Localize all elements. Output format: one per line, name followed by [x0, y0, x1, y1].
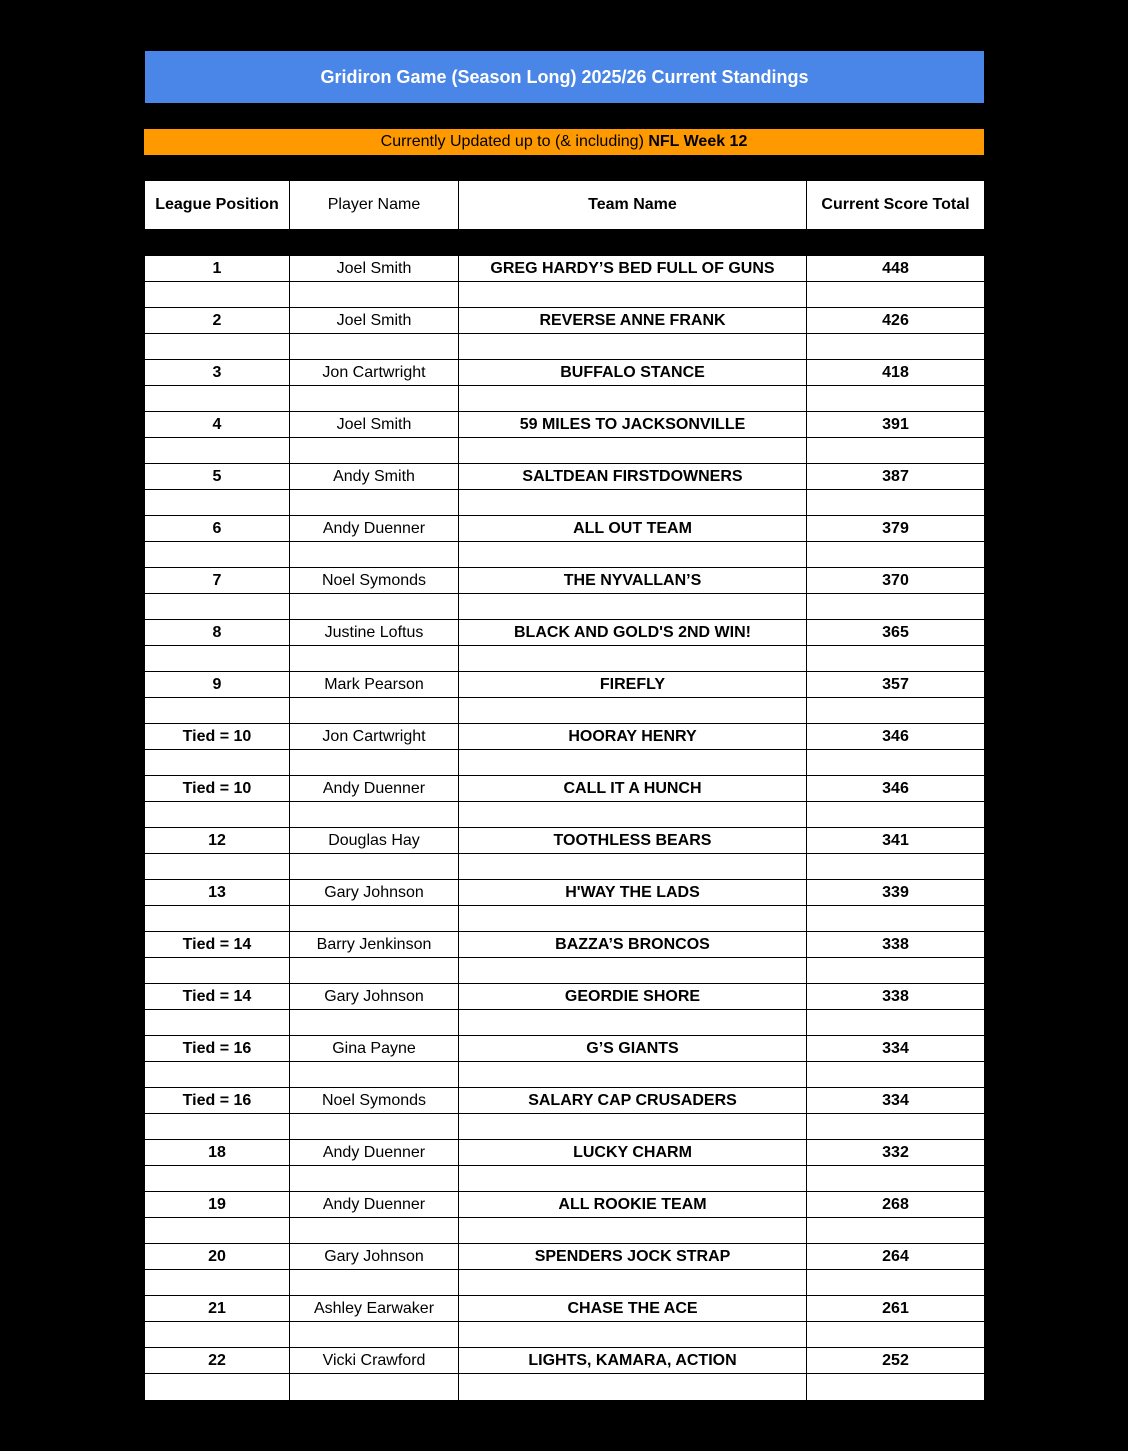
- cell-position: 6: [145, 516, 290, 541]
- empty-cell: [290, 1322, 459, 1347]
- spacer-row: [145, 594, 984, 620]
- spacer-row: [145, 1062, 984, 1088]
- table-row: [145, 724, 984, 750]
- spacer-row: [145, 1374, 984, 1400]
- table-row: [145, 1348, 984, 1374]
- spacer-row: [145, 698, 984, 724]
- empty-cell: [459, 1270, 807, 1295]
- empty-cell: [290, 802, 459, 827]
- cell-score: 268: [882, 1195, 909, 1213]
- empty-cell: [459, 490, 807, 515]
- empty-cell: [290, 1270, 459, 1295]
- table-row: [145, 1244, 984, 1270]
- spacer-row: [145, 490, 984, 516]
- update-banner: [144, 129, 984, 155]
- empty-cell: [145, 490, 290, 515]
- header-current-score: Current Score Total: [821, 196, 970, 213]
- cell-position: 13: [145, 880, 290, 905]
- table-row: [145, 776, 984, 802]
- cell-player-name: Jon Cartwright: [290, 724, 459, 749]
- empty-cell: [459, 542, 807, 567]
- cell-score: 448: [882, 259, 909, 277]
- empty-cell: [807, 1166, 984, 1191]
- table-row: [145, 828, 984, 854]
- table-row: [145, 568, 984, 594]
- empty-cell: [807, 802, 984, 827]
- empty-cell: [459, 438, 807, 463]
- empty-cell: [290, 438, 459, 463]
- empty-cell: [807, 698, 984, 723]
- cell-score: 334: [882, 1091, 909, 1109]
- cell-score: 341: [882, 831, 909, 849]
- table-row: [145, 932, 984, 958]
- page-title: Gridiron Game (Season Long) 2025/26 Current Standings: [145, 51, 984, 103]
- cell-team-name: BUFFALO STANCE: [459, 360, 807, 385]
- cell-player-name: Joel Smith: [290, 308, 459, 333]
- cell-team-name: HOORAY HENRY: [459, 724, 807, 749]
- cell-position: 4: [145, 412, 290, 437]
- cell-score: 418: [882, 363, 909, 381]
- cell-team-name: H'WAY THE LADS: [459, 880, 807, 905]
- cell-team-name: ALL ROOKIE TEAM: [459, 1192, 807, 1217]
- cell-score: 370: [882, 571, 909, 589]
- empty-cell: [290, 542, 459, 567]
- cell-team-name: FIREFLY: [459, 672, 807, 697]
- table-row: [145, 464, 984, 490]
- spacer-row: [145, 334, 984, 360]
- cell-player-name: Andy Duenner: [290, 1140, 459, 1165]
- cell-position: 9: [145, 672, 290, 697]
- empty-cell: [807, 1270, 984, 1295]
- empty-cell: [290, 906, 459, 931]
- empty-cell: [459, 802, 807, 827]
- empty-cell: [290, 1114, 459, 1139]
- empty-cell: [290, 854, 459, 879]
- cell-position: Tied = 16: [145, 1036, 290, 1061]
- empty-cell: [459, 1166, 807, 1191]
- empty-cell: [807, 490, 984, 515]
- empty-cell: [807, 594, 984, 619]
- cell-score: 365: [882, 623, 909, 641]
- empty-cell: [145, 1270, 290, 1295]
- spacer-row: [145, 958, 984, 984]
- table-row: [145, 256, 984, 282]
- spacer-row: [145, 646, 984, 672]
- cell-player-name: Mark Pearson: [290, 672, 459, 697]
- cell-score: 334: [882, 1039, 909, 1057]
- cell-position: Tied = 10: [145, 724, 290, 749]
- cell-player-name: Barry Jenkinson: [290, 932, 459, 957]
- cell-position: 7: [145, 568, 290, 593]
- table-row: [145, 1088, 984, 1114]
- empty-cell: [145, 802, 290, 827]
- empty-cell: [145, 1166, 290, 1191]
- empty-cell: [459, 334, 807, 359]
- table-row: [145, 360, 984, 386]
- cell-player-name: Andy Duenner: [290, 516, 459, 541]
- empty-cell: [807, 282, 984, 307]
- table-row: [145, 880, 984, 906]
- empty-cell: [145, 1010, 290, 1035]
- cell-score: 261: [882, 1299, 909, 1317]
- cell-team-name: BAZZA’S BRONCOS: [459, 932, 807, 957]
- empty-cell: [807, 1322, 984, 1347]
- empty-cell: [290, 646, 459, 671]
- empty-cell: [145, 386, 290, 411]
- table-row: [145, 1036, 984, 1062]
- empty-cell: [459, 1218, 807, 1243]
- table-row: [145, 1296, 984, 1322]
- cell-player-name: Justine Loftus: [290, 620, 459, 645]
- empty-cell: [807, 334, 984, 359]
- empty-cell: [145, 1374, 290, 1400]
- empty-cell: [807, 1114, 984, 1139]
- empty-cell: [459, 646, 807, 671]
- cell-team-name: CHASE THE ACE: [459, 1296, 807, 1321]
- empty-cell: [290, 958, 459, 983]
- cell-player-name: Joel Smith: [290, 256, 459, 281]
- cell-team-name: CALL IT A HUNCH: [459, 776, 807, 801]
- standings-table: [145, 256, 984, 1400]
- cell-player-name: Noel Symonds: [290, 568, 459, 593]
- cell-position: Tied = 10: [145, 776, 290, 801]
- empty-cell: [290, 1166, 459, 1191]
- cell-player-name: Gary Johnson: [290, 880, 459, 905]
- empty-cell: [145, 854, 290, 879]
- empty-cell: [807, 958, 984, 983]
- update-week: NFL Week 12: [648, 133, 748, 150]
- cell-position: 3: [145, 360, 290, 385]
- empty-cell: [459, 1114, 807, 1139]
- cell-position: 8: [145, 620, 290, 645]
- empty-cell: [807, 438, 984, 463]
- cell-player-name: Gina Payne: [290, 1036, 459, 1061]
- spacer-row: [145, 386, 984, 412]
- cell-score: 391: [882, 415, 909, 433]
- empty-cell: [807, 646, 984, 671]
- cell-position: 2: [145, 308, 290, 333]
- cell-score: 426: [882, 311, 909, 329]
- empty-cell: [290, 282, 459, 307]
- cell-team-name: 59 MILES TO JACKSONVILLE: [459, 412, 807, 437]
- cell-player-name: Jon Cartwright: [290, 360, 459, 385]
- cell-team-name: GEORDIE SHORE: [459, 984, 807, 1009]
- empty-cell: [807, 750, 984, 775]
- cell-score: 379: [882, 519, 909, 537]
- cell-team-name: GREG HARDY’S BED FULL OF GUNS: [459, 256, 807, 281]
- cell-player-name: Gary Johnson: [290, 984, 459, 1009]
- empty-cell: [290, 490, 459, 515]
- empty-cell: [290, 1010, 459, 1035]
- empty-cell: [459, 750, 807, 775]
- empty-cell: [290, 386, 459, 411]
- table-row: [145, 620, 984, 646]
- empty-cell: [145, 750, 290, 775]
- cell-score: 346: [882, 727, 909, 745]
- cell-team-name: TOOTHLESS BEARS: [459, 828, 807, 853]
- cell-team-name: REVERSE ANNE FRANK: [459, 308, 807, 333]
- table-header: [145, 181, 984, 229]
- table-row: [145, 308, 984, 334]
- spacer-row: [145, 438, 984, 464]
- empty-cell: [807, 854, 984, 879]
- cell-team-name: SALTDEAN FIRSTDOWNERS: [459, 464, 807, 489]
- spacer-row: [145, 1270, 984, 1296]
- cell-team-name: SALARY CAP CRUSADERS: [459, 1088, 807, 1113]
- spacer-row: [145, 750, 984, 776]
- table-row: [145, 516, 984, 542]
- cell-team-name: THE NYVALLAN’S: [459, 568, 807, 593]
- empty-cell: [459, 958, 807, 983]
- empty-cell: [459, 386, 807, 411]
- empty-cell: [459, 594, 807, 619]
- empty-cell: [459, 1010, 807, 1035]
- cell-position: 22: [145, 1348, 290, 1373]
- cell-position: Tied = 14: [145, 984, 290, 1009]
- empty-cell: [145, 958, 290, 983]
- cell-team-name: LUCKY CHARM: [459, 1140, 807, 1165]
- spacer-row: [145, 1322, 984, 1348]
- cell-score: 332: [882, 1143, 909, 1161]
- empty-cell: [290, 1374, 459, 1400]
- table-row: [145, 672, 984, 698]
- cell-player-name: Joel Smith: [290, 412, 459, 437]
- cell-player-name: Douglas Hay: [290, 828, 459, 853]
- empty-cell: [807, 1218, 984, 1243]
- spacer-row: [145, 1218, 984, 1244]
- cell-player-name: Andy Duenner: [290, 776, 459, 801]
- spacer-row: [145, 542, 984, 568]
- empty-cell: [145, 282, 290, 307]
- cell-score: 252: [882, 1351, 909, 1369]
- spacer-row: [145, 1166, 984, 1192]
- cell-position: 5: [145, 464, 290, 489]
- empty-cell: [290, 750, 459, 775]
- empty-cell: [459, 906, 807, 931]
- empty-cell: [807, 906, 984, 931]
- empty-cell: [807, 542, 984, 567]
- empty-cell: [145, 906, 290, 931]
- empty-cell: [145, 594, 290, 619]
- table-row: [145, 1140, 984, 1166]
- cell-player-name: Vicki Crawford: [290, 1348, 459, 1373]
- cell-score: 357: [882, 675, 909, 693]
- cell-team-name: SPENDERS JOCK STRAP: [459, 1244, 807, 1269]
- empty-cell: [145, 1322, 290, 1347]
- cell-team-name: LIGHTS, KAMARA, ACTION: [459, 1348, 807, 1373]
- header-player-name: Player Name: [290, 181, 459, 229]
- empty-cell: [459, 1322, 807, 1347]
- cell-score: 338: [882, 935, 909, 953]
- empty-cell: [290, 594, 459, 619]
- empty-cell: [807, 1374, 984, 1400]
- cell-player-name: Gary Johnson: [290, 1244, 459, 1269]
- cell-team-name: G’S GIANTS: [459, 1036, 807, 1061]
- header-league-position: League Position: [145, 181, 290, 229]
- cell-position: Tied = 16: [145, 1088, 290, 1113]
- empty-cell: [459, 1374, 807, 1400]
- cell-score: 387: [882, 467, 909, 485]
- spacer-row: [145, 802, 984, 828]
- cell-player-name: Andy Duenner: [290, 1192, 459, 1217]
- header-team-name: Team Name: [459, 181, 807, 229]
- empty-cell: [290, 698, 459, 723]
- empty-cell: [807, 386, 984, 411]
- empty-cell: [459, 282, 807, 307]
- spacer-row: [145, 1010, 984, 1036]
- cell-position: 21: [145, 1296, 290, 1321]
- cell-position: 1: [145, 256, 290, 281]
- empty-cell: [290, 1218, 459, 1243]
- empty-cell: [145, 1114, 290, 1139]
- update-prefix: Currently Updated up to (& including): [380, 133, 649, 150]
- cell-player-name: Ashley Earwaker: [290, 1296, 459, 1321]
- empty-cell: [145, 334, 290, 359]
- cell-score: 264: [882, 1247, 909, 1265]
- empty-cell: [145, 1218, 290, 1243]
- cell-player-name: Noel Symonds: [290, 1088, 459, 1113]
- cell-player-name: Andy Smith: [290, 464, 459, 489]
- empty-cell: [290, 334, 459, 359]
- cell-position: 18: [145, 1140, 290, 1165]
- empty-cell: [459, 1062, 807, 1087]
- table-row: [145, 1192, 984, 1218]
- cell-score: 339: [882, 883, 909, 901]
- cell-team-name: ALL OUT TEAM: [459, 516, 807, 541]
- spacer-row: [145, 282, 984, 308]
- cell-position: 20: [145, 1244, 290, 1269]
- cell-score: 346: [882, 779, 909, 797]
- cell-position: 19: [145, 1192, 290, 1217]
- table-row: [145, 412, 984, 438]
- table-row: [145, 984, 984, 1010]
- spacer-row: [145, 1114, 984, 1140]
- cell-position: 12: [145, 828, 290, 853]
- empty-cell: [459, 698, 807, 723]
- empty-cell: [145, 698, 290, 723]
- empty-cell: [145, 542, 290, 567]
- empty-cell: [145, 646, 290, 671]
- cell-position: Tied = 14: [145, 932, 290, 957]
- empty-cell: [807, 1062, 984, 1087]
- spacer-row: [145, 854, 984, 880]
- empty-cell: [290, 1062, 459, 1087]
- empty-cell: [145, 1062, 290, 1087]
- spacer-row: [145, 906, 984, 932]
- empty-cell: [145, 438, 290, 463]
- cell-score: 338: [882, 987, 909, 1005]
- empty-cell: [459, 854, 807, 879]
- empty-cell: [807, 1010, 984, 1035]
- cell-team-name: BLACK AND GOLD'S 2ND WIN!: [459, 620, 807, 645]
